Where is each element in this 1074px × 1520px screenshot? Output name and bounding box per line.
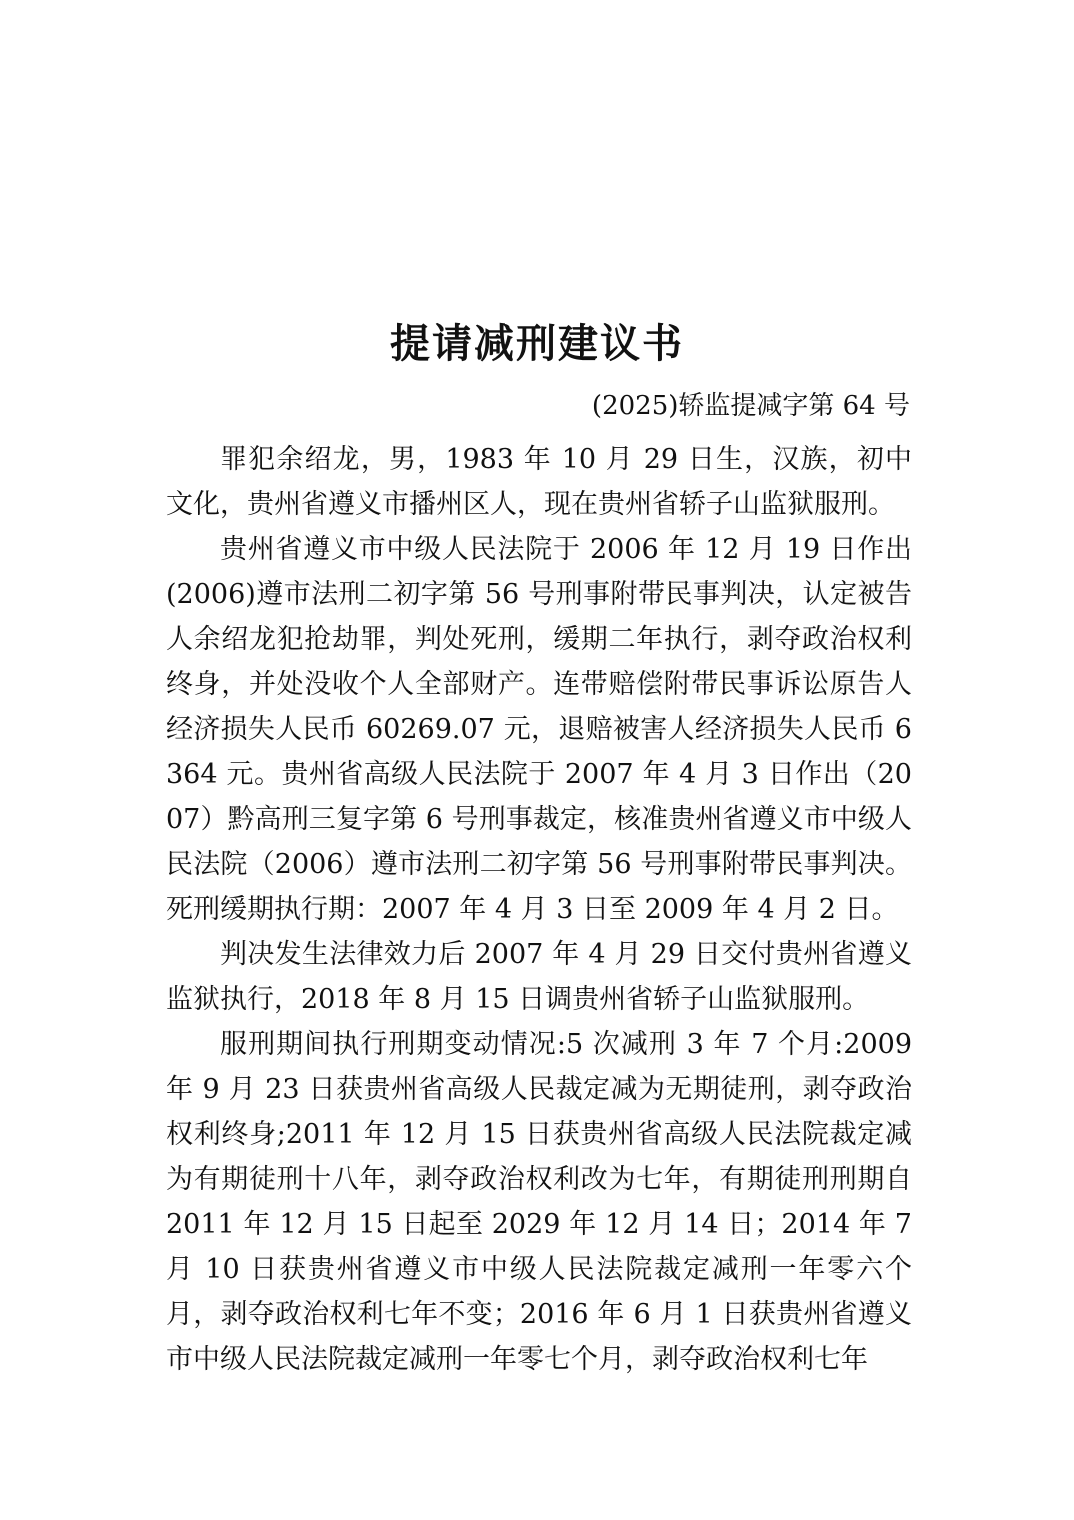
document-title: 提请减刑建议书 — [390, 320, 684, 367]
paragraph-sentence-changes: 服刑期间执行刑期变动情况:5 次减刑 3 年 7 个月:2009 年 9 月 23 日获贵州省高级人民裁定减为无期徒刑，剥夺政治权利终身;2011 年 12 月 15 日获贵州省高级人民法院裁定减为有期徒刑十八年，剥夺政治权利改为七年，有期徒刑刑期自 2011 年 12 月 15 日起至 2029 年 12 月 14 日；2014 年 7 月 10 日获贵州省遵义市中级人民法院裁定减刑一年零六个月，剥夺政治权利七年不变；2016 年 6 月 1 日获贵州省遵义市中级人民法院裁定减刑一年零七个月，剥夺政治权利七年 — [166, 1029, 912, 1375]
document-body — [166, 437, 912, 1382]
paragraph-criminal-info: 罪犯余绍龙，男，1983 年 10 月 29 日生，汉族，初中文化，贵州省遵义市播州区人，现在贵州省轿子山监狱服刑。 — [166, 444, 912, 520]
document-number: (2025)轿监提减字第 64 号 — [591, 391, 910, 421]
paragraph-execution: 判决发生法律效力后 2007 年 4 月 29 日交付贵州省遵义监狱执行，2018 年 8 月 15 日调贵州省轿子山监狱服刑。 — [166, 939, 912, 1015]
paragraph-original-judgment: 贵州省遵义市中级人民法院于 2006 年 12 月 19 日作出(2006)遵市法刑二初字第 56 号刑事附带民事判决，认定被告人余绍龙犯抢劫罪，判处死刑，缓期二年执行，剥夺政治权利终身，并处没收个人全部财产。连带赔偿附带民事诉讼原告人经济损失人民币 60269.07 元，退赔被害人经济损失人民币 6364 元。贵州省高级人民法院于 2007 年 4 月 3 日作出（2007）黔高刑三复字第 6 号刑事裁定，核准贵州省遵义市中级人民法院（2006）遵市法刑二初字第 56 号刑事附带民事判决。死刑缓期执行期：2007 年 4 月 3 日至 2009 年 4 月 2 日。 — [166, 534, 912, 925]
